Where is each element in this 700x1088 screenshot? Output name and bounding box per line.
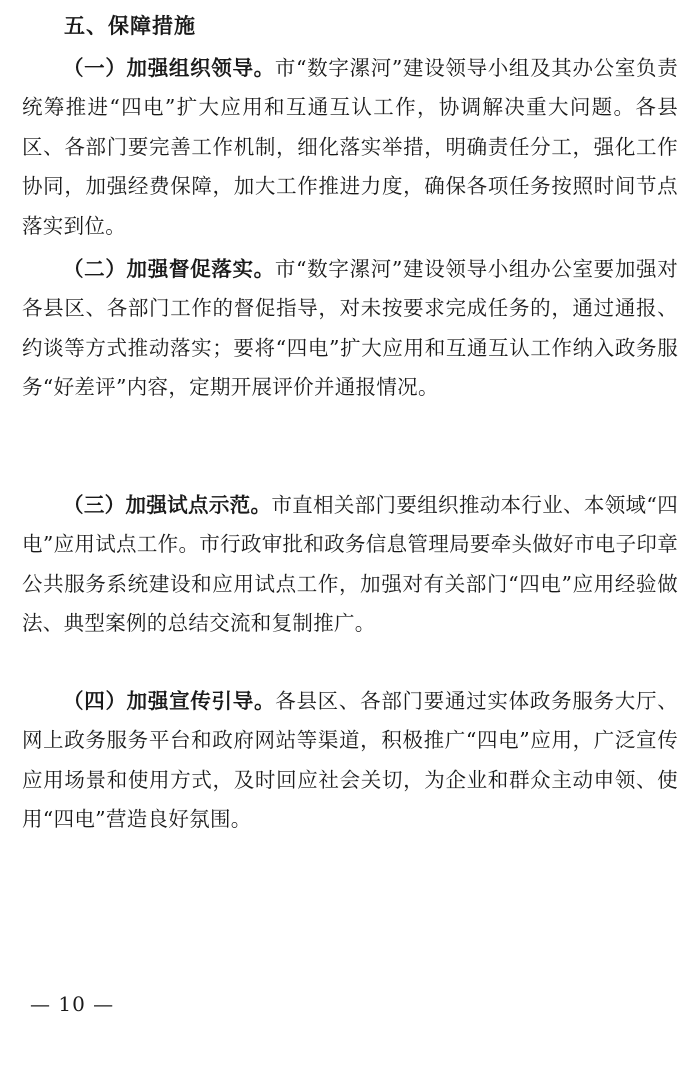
paragraph-supervision xyxy=(22,250,678,408)
paragraph-label: （二）加强督促落实。 xyxy=(63,257,275,281)
paragraph-text: 市直相关部门要组织推动本行业、本领域“四电”应用试点工作。市行政审批和政务信息管理局要牵头做好市电子印章公共服务系统建设和应用试点工作，加强对有关部门“四电”应用经验做法、典型案例的总结交流和复制推广。 xyxy=(22,493,679,636)
paragraph-organization-leadership xyxy=(22,49,678,246)
paragraph-text: 各县区、各部门要通过实体政务服务大厅、网上政务服务平台和政府网站等渠道，积极推广“四电”应用，广泛宣传应用场景和使用方式，及时回应社会关切，为企业和群众主动申领、使用“四电”营造良好氛围。 xyxy=(22,689,679,832)
paragraph-text: 市“数字漯河”建设领导小组办公室要加强对各县区、各部门工作的督促指导，对未按要求完成任务的，通过通报、约谈等方式推动落实；要将“四电”扩大应用和互通互认工作纳入政务服务“好差评”内容，定期开展评价并通报情况。 xyxy=(22,257,678,400)
paragraph-publicity-guidance xyxy=(22,682,678,840)
section-heading: 五、保障措施 xyxy=(64,14,196,38)
paragraph-label: （一）加强组织领导。 xyxy=(63,56,275,80)
page-number: — 10 — xyxy=(30,992,115,1016)
paragraph-label: （四）加强宣传引导。 xyxy=(63,689,276,713)
paragraph-pilot-demonstration xyxy=(22,486,678,644)
paragraph-text: 市“数字漯河”建设领导小组及其办公室负责统筹推进“四电”扩大应用和互通互认工作，协调解决重大问题。各县区、各部门要完善工作机制，细化落实举措，明确责任分工，强化工作协同，加强经费保障，加大工作推进力度，确保各项任务按照时间节点落实到位。 xyxy=(22,56,678,238)
paragraph-label: （三）加强试点示范。 xyxy=(63,493,272,517)
